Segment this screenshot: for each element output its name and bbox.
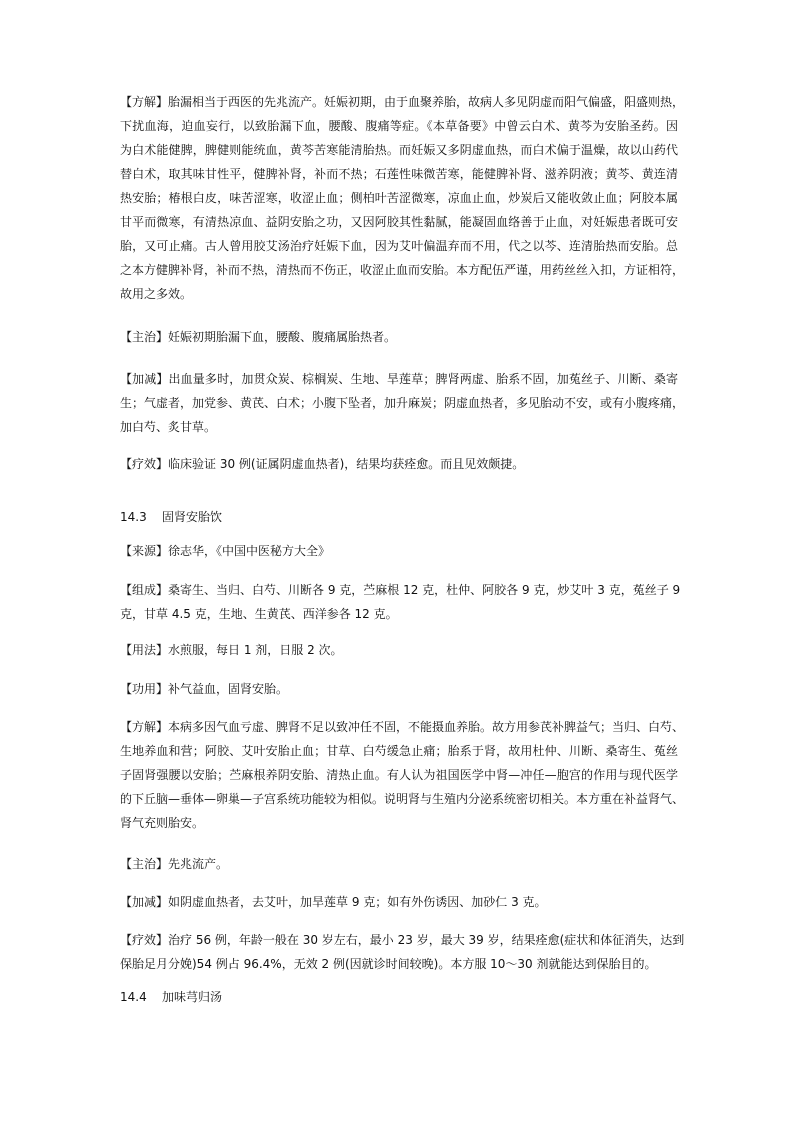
text-line: 克，甘草 4.5 克，生地、生黄芪、西洋参各 12 克。 [120, 607, 398, 621]
text-line: 【加减】出血量多时，加贯众炭、棕榈炭、生地、旱莲草；脾肾两虚、胎系不固，加菟丝子、川断、桑寄 [120, 372, 678, 386]
text-line: 【疗效】临床验证 30 例(证属阴虚血热者)，结果均获痊愈。而且见效颇捷。 [120, 457, 525, 471]
paragraph [120, 367, 685, 439]
text-line: 下扰血海，迫血妄行，以致胎漏下血，腰酸、腹痛等症。《本草备要》中曾云白术、黄芩为安胎圣药。因 [120, 119, 678, 133]
text-line: 【方解】胎漏相当于西医的先兆流产。妊娠初期，由于血聚养胎，故病人多见阴虚而阳气偏盛，阳盛则热， [120, 95, 685, 109]
text-line: 【主治】妊娠初期胎漏下血，腰酸、腹痛属胎热者。 [120, 330, 397, 344]
text-line: 之本方健脾补肾，补而不热，清热而不伤正，收涩止血而安胎。本方配伍严谨，用药丝丝入扣，方证相符， [120, 263, 685, 277]
text-line: 热安胎；椿根白皮，味苦涩寒，收涩止血；侧柏叶苦涩微寒，凉血止血，炒炭后又能收敛止血；阿胶本属 [120, 191, 678, 205]
text-line: 替白术，取其味甘性平，健脾补肾，补而不热；石莲性味微苦寒，能健脾补肾、滋养阴液；黄芩、黄连清 [120, 167, 678, 181]
text-line: 【疗效】治疗 56 例，年龄一般在 30 岁左右，最小 23 岁，最大 39 岁，结果痊愈(症状和体征消失，达到 [120, 933, 685, 947]
paragraph [120, 928, 685, 976]
text-line: 加白芍、炙甘草。 [120, 420, 217, 434]
section-heading: 14.3 固肾安胎饮 [120, 510, 222, 524]
text-line: 甘平而微寒，有清热凉血、益阴安胎之功，又因阿胶其性黏腻，能凝固血络善于止血，对妊娠患者既可安 [120, 215, 678, 229]
paragraph [120, 90, 685, 306]
text-line: 子固肾强腰以安胎；苎麻根养阴安胎、清热止血。有人认为祖国医学中肾—冲任—胞宫的作用与现代医学 [120, 768, 678, 782]
text-line: 【加减】如阴虚血热者，去艾叶，加旱莲草 9 克；如有外伤诱因、加砂仁 3 克。 [120, 895, 547, 909]
paragraph [120, 890, 678, 914]
text-line: 为白术能健脾，脾健则能统血，黄芩苦寒能清胎热。而妊娠又多阴虚血热，而白术偏于温燥，故以山药代 [120, 143, 678, 157]
paragraph [120, 452, 678, 476]
text-line: 的下丘脑—垂体—卵巢—子宫系统功能较为相似。说明肾与生殖内分泌系统密切相关。本方重在补益肾气、 [120, 792, 685, 806]
paragraph [120, 638, 678, 662]
text-line: 【功用】补气益血，固肾安胎。 [120, 682, 289, 696]
paragraph [120, 578, 681, 626]
text-line: 【用法】水煎服，每日 1 剂，日服 2 次。 [120, 643, 343, 657]
text-line: 【来源】徐志华，《中国中医秘方大全》 [120, 544, 331, 558]
paragraph [120, 852, 678, 876]
text-line: 保胎足月分娩)54 例占 96.4%，无效 2 例(因就诊时间较晚)。本方服 10～30 剂就能达到保胎目的。 [120, 957, 657, 971]
paragraph [120, 325, 678, 349]
paragraph [120, 715, 685, 835]
text-line: 【主治】先兆流产。 [120, 857, 229, 871]
text-line: 【方解】本病多因气血亏虚、脾肾不足以致冲任不固，不能摄血养胎。故方用参芪补脾益气；当归、白芍、 [120, 720, 685, 734]
text-line: 【组成】桑寄生、当归、白芍、川断各 9 克，苎麻根 12 克，杜仲、阿胶各 9 克，炒艾叶 3 克，菟丝子 9 [120, 583, 681, 597]
text-line: 故用之多效。 [120, 287, 193, 301]
text-line: 生地养血和营；阿胶、艾叶安胎止血；甘草、白芍缓急止痛；胎系于肾，故用杜仲、川断、桑寄生、菟丝 [120, 744, 678, 758]
paragraph [120, 677, 678, 701]
text-line: 肾气充则胎安。 [120, 816, 205, 830]
text-line: 生；气虚者，加党参、黄芪、白术；小腹下坠者，加升麻炭；阴虚血热者，多见胎动不安，或有小腹疼痛， [120, 396, 685, 410]
paragraph [120, 539, 678, 563]
section-heading: 14.4 加味芎归汤 [120, 990, 222, 1004]
text-line: 胎，又可止痛。古人曾用胶艾汤治疗妊娠下血，因为艾叶偏温弃而不用，代之以芩、连清胎热而安胎。总 [120, 239, 678, 253]
